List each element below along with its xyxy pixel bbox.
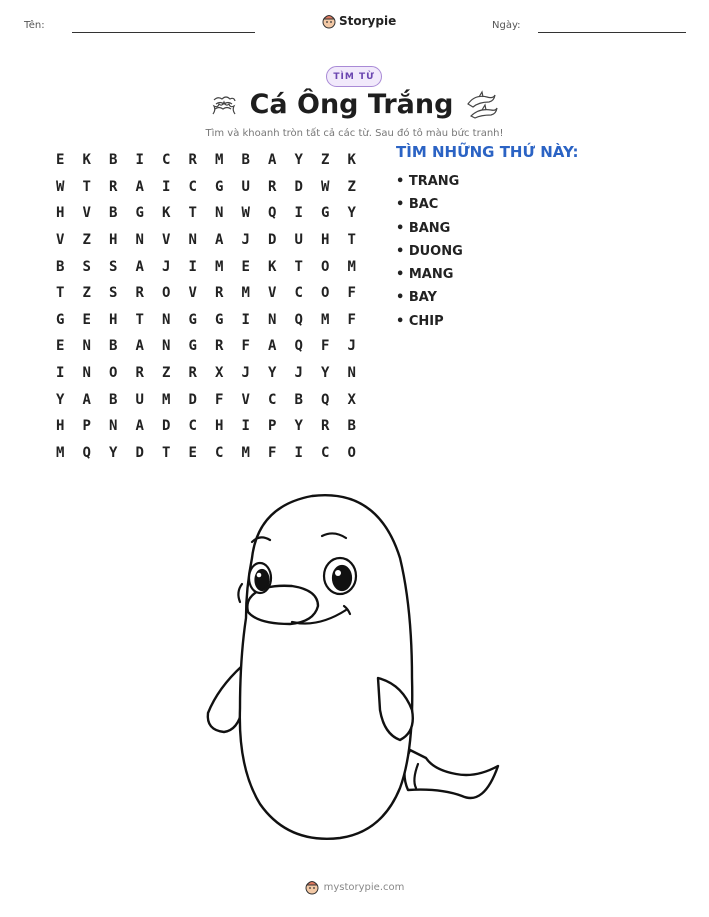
letter-grid (47, 147, 365, 466)
grid-letter: T (135, 311, 144, 328)
grid-letter: I (162, 178, 171, 195)
grid-letter: M (347, 258, 356, 275)
grid-letter: U (294, 232, 303, 249)
title-row (0, 89, 709, 120)
grid-letter: M (56, 444, 65, 461)
grid-letter: T (162, 444, 171, 461)
grid-letter: N (215, 205, 224, 222)
coral-icon (210, 92, 238, 118)
grid-letter: O (321, 258, 330, 275)
grid-letter: R (109, 178, 118, 195)
word-item: • BAY (396, 290, 437, 306)
grid-letter: B (347, 418, 356, 435)
grid-letter: G (135, 205, 144, 222)
grid-letter: J (241, 232, 250, 249)
word-item: • MANG (396, 267, 454, 283)
grid-letter: F (347, 285, 356, 302)
grid-letter: N (268, 311, 277, 328)
grid-letter: D (294, 178, 303, 195)
grid-letter: C (321, 444, 330, 461)
grid-letter: J (162, 258, 171, 275)
grid-letter: M (241, 444, 250, 461)
grid-letter: U (241, 178, 250, 195)
grid-letter: V (241, 391, 250, 408)
grid-letter: F (268, 444, 277, 461)
page-title: Cá Ông Trắng (249, 89, 454, 120)
grid-letter: I (294, 205, 303, 222)
grid-letter: R (188, 152, 197, 169)
grid-letter: I (241, 418, 250, 435)
word-item: • CHIP (396, 313, 444, 329)
grid-letter: Z (321, 152, 330, 169)
grid-letter: R (321, 418, 330, 435)
grid-letter: D (162, 418, 171, 435)
grid-letter: F (241, 338, 250, 355)
grid-letter: I (241, 311, 250, 328)
grid-letter: M (215, 152, 224, 169)
dolphins-icon (465, 90, 499, 120)
grid-letter: D (188, 391, 197, 408)
grid-letter: R (135, 365, 144, 382)
word-item: • BAC (396, 197, 439, 213)
grid-letter: U (135, 391, 144, 408)
footer (0, 879, 709, 895)
grid-letter: Z (347, 178, 356, 195)
grid-letter: Y (321, 365, 330, 382)
grid-letter: K (162, 205, 171, 222)
grid-letter: J (294, 365, 303, 382)
grid-letter: T (82, 178, 91, 195)
grid-letter: C (268, 391, 277, 408)
grid-letter: H (56, 205, 65, 222)
grid-letter: H (109, 311, 118, 328)
grid-letter: N (82, 338, 91, 355)
grid-letter: X (215, 365, 224, 382)
grid-letter: K (347, 152, 356, 169)
grid-letter: R (215, 338, 224, 355)
grid-letter: M (162, 391, 171, 408)
footer-url: mystorypie.com (323, 881, 405, 893)
grid-letter: Q (294, 311, 303, 328)
grid-letter: W (241, 205, 250, 222)
grid-letter: A (215, 232, 224, 249)
grid-letter: N (162, 338, 171, 355)
grid-letter: R (268, 178, 277, 195)
grid-letter: S (109, 258, 118, 275)
grid-letter: K (268, 258, 277, 275)
grid-letter: H (215, 418, 224, 435)
word-item: • DUONG (396, 243, 463, 259)
grid-letter: K (82, 152, 91, 169)
grid-letter: Q (321, 391, 330, 408)
grid-letter: W (56, 178, 65, 195)
grid-letter: C (215, 444, 224, 461)
grid-letter: O (321, 285, 330, 302)
grid-letter: A (268, 338, 277, 355)
grid-letter: F (215, 391, 224, 408)
grid-letter: F (321, 338, 330, 355)
grid-letter: I (56, 365, 65, 382)
grid-letter: E (82, 311, 91, 328)
grid-letter: C (162, 152, 171, 169)
grid-letter: Z (82, 285, 91, 302)
dolphin-illustration (200, 488, 510, 868)
grid-letter: R (135, 285, 144, 302)
grid-letter: N (135, 232, 144, 249)
grid-letter: S (82, 258, 91, 275)
grid-letter: T (188, 205, 197, 222)
grid-letter: A (135, 178, 144, 195)
grid-letter: E (188, 444, 197, 461)
grid-letter: T (294, 258, 303, 275)
grid-letter: B (294, 391, 303, 408)
grid-letter: P (82, 418, 91, 435)
grid-letter: Y (294, 152, 303, 169)
grid-letter: B (109, 391, 118, 408)
storypie-logo-icon (305, 879, 319, 895)
grid-letter: V (82, 205, 91, 222)
grid-letter: Q (294, 338, 303, 355)
grid-letter: X (347, 391, 356, 408)
grid-letter: P (268, 418, 277, 435)
grid-letter: B (109, 338, 118, 355)
grid-letter: N (162, 311, 171, 328)
grid-letter: C (188, 178, 197, 195)
brand-name: Storypie (339, 14, 397, 28)
word-item: • TRANG (396, 174, 460, 189)
grid-letter: H (321, 232, 330, 249)
grid-letter: Y (56, 391, 65, 408)
grid-letter: N (347, 365, 356, 382)
grid-letter: A (135, 418, 144, 435)
grid-letter: V (56, 232, 65, 249)
grid-letter: D (135, 444, 144, 461)
grid-letter: R (215, 285, 224, 302)
grid-letter: E (56, 338, 65, 355)
storypie-logo-icon (322, 13, 336, 29)
date-line (538, 32, 686, 33)
grid-letter: O (347, 444, 356, 461)
grid-letter: Q (82, 444, 91, 461)
grid-letter: C (294, 285, 303, 302)
grid-letter: M (215, 258, 224, 275)
date-label: Ngày: (492, 20, 521, 31)
grid-letter: M (241, 285, 250, 302)
grid-letter: G (215, 311, 224, 328)
grid-letter: H (56, 418, 65, 435)
grid-letter: G (188, 311, 197, 328)
grid-letter: A (82, 391, 91, 408)
grid-letter: A (268, 152, 277, 169)
grid-letter: A (135, 338, 144, 355)
word-list-title: TÌM NHỮNG THỨ NÀY: (396, 143, 579, 161)
grid-letter: I (188, 258, 197, 275)
grid-letter: Y (268, 365, 277, 382)
grid-letter: S (109, 285, 118, 302)
name-label: Tên: (24, 20, 45, 31)
grid-letter: N (188, 232, 197, 249)
grid-letter: V (188, 285, 197, 302)
grid-letter: O (109, 365, 118, 382)
grid-letter: H (109, 232, 118, 249)
grid-letter: Y (109, 444, 118, 461)
grid-letter: J (241, 365, 250, 382)
grid-letter: T (56, 285, 65, 302)
grid-letter: I (135, 152, 144, 169)
grid-letter: Z (82, 232, 91, 249)
grid-letter: V (162, 232, 171, 249)
grid-letter: A (135, 258, 144, 275)
grid-letter: Y (294, 418, 303, 435)
grid-letter: J (347, 338, 356, 355)
grid-letter: B (109, 205, 118, 222)
word-search-badge: TÌM TỪ (326, 66, 382, 87)
grid-letter: N (109, 418, 118, 435)
word-list (396, 170, 463, 333)
grid-letter: Y (347, 205, 356, 222)
grid-letter: I (294, 444, 303, 461)
grid-letter: F (347, 311, 356, 328)
grid-letter: M (321, 311, 330, 328)
grid-letter: B (56, 258, 65, 275)
grid-letter: G (215, 178, 224, 195)
grid-letter: Q (268, 205, 277, 222)
grid-letter: Z (162, 365, 171, 382)
grid-letter: E (56, 152, 65, 169)
grid-letter: G (188, 338, 197, 355)
word-item: • BANG (396, 220, 451, 236)
grid-letter: W (321, 178, 330, 195)
grid-letter: O (162, 285, 171, 302)
grid-letter: V (268, 285, 277, 302)
grid-letter: B (241, 152, 250, 169)
grid-letter: E (241, 258, 250, 275)
grid-letter: C (188, 418, 197, 435)
grid-letter: D (268, 232, 277, 249)
instructions: Tìm và khoanh tròn tất cả các từ. Sau đó tô màu bức tranh! (205, 128, 504, 139)
grid-letter: N (82, 365, 91, 382)
grid-letter: G (321, 205, 330, 222)
grid-letter: B (109, 152, 118, 169)
grid-letter: G (56, 311, 65, 328)
grid-letter: R (188, 365, 197, 382)
name-line (72, 32, 255, 33)
grid-letter: T (347, 232, 356, 249)
brand (322, 13, 396, 29)
